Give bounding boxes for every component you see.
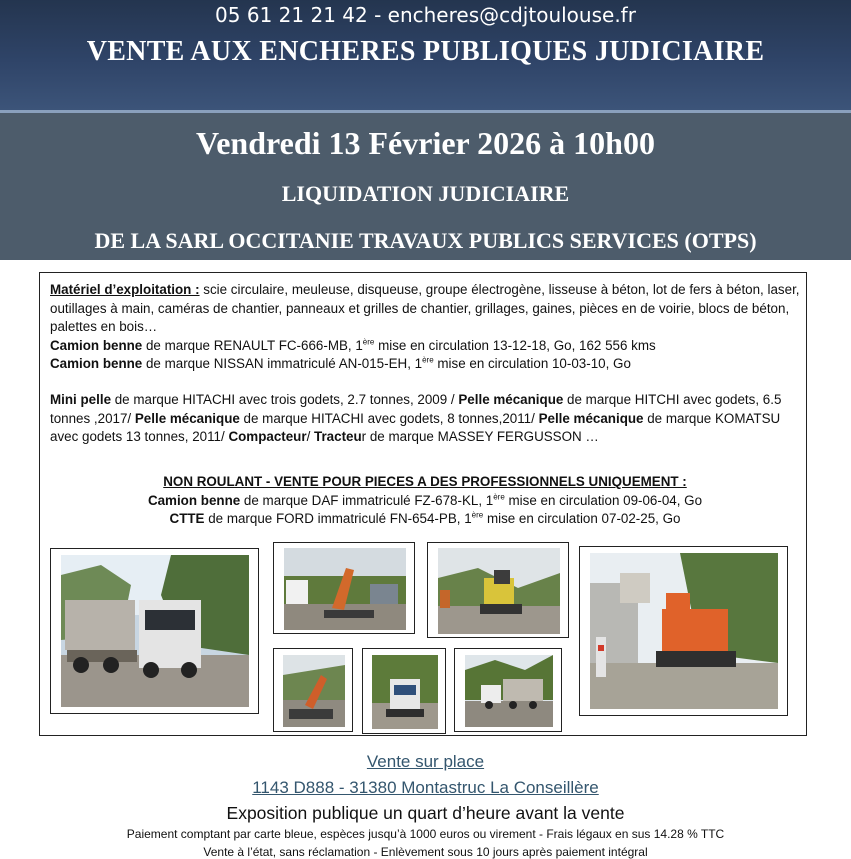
camion2-text-b: mise en circulation 10-03-10, Go [433, 356, 631, 371]
ford-label: CTTE [169, 511, 205, 526]
pelle3-label: Pelle mécanique [538, 410, 644, 426]
mini-pelle-label: Mini pelle [50, 392, 112, 407]
engins-text-6: r de marque MASSEY FERGUSSON … [361, 429, 599, 444]
excavator-photo [427, 542, 569, 638]
engins-text-3: de marque HITACHI avec godets, 8 tonnes,2011/ [239, 410, 539, 426]
machine-photo-icon [372, 655, 438, 729]
engins-text-4: de marque KOMATSU avec godets 13 tonnes, 2011/ [50, 410, 781, 444]
materiel-text: scie circulaire, meuleuse, disqueuse, groupe électrogène, lisseuse à béton, lot de fers à béton, laser, outillages à main, caméras de chantier, panneaux et grilles de chantier, grillages, gaines, pièces en de voirie, blocs de béton, palettes en bois… [50, 282, 800, 334]
vente-sur-place-link[interactable]: Vente sur place [366, 752, 485, 771]
daf-sup: ère [493, 492, 505, 502]
liquidation-title: LIQUIDATION JUDICIAIRE [281, 181, 570, 206]
non-roulant-section [50, 473, 800, 529]
compacteur-label: Compacteur [228, 429, 307, 444]
camion2-sup: ère [422, 355, 434, 365]
sale-info-banner [0, 113, 851, 260]
excavator-photo-2-icon [438, 548, 560, 634]
sale-title: VENTE AUX ENCHERES PUBLIQUES JUDICIAIRE [86, 36, 765, 67]
excavator-photo-4-icon [283, 655, 345, 727]
company-name: DE LA SARL OCCITANIE TRAVAUX PUBLICS SERVICES (OTPS) [94, 228, 757, 253]
engins-text-5: / [306, 429, 315, 444]
engins-paragraph [50, 391, 800, 447]
excavator-photo-1-icon [284, 548, 406, 630]
engins-text-2: de marque HITCHI avec godets, 6.5 tonnes ,2017/ [50, 392, 782, 426]
ford-text-a: de marque FORD immatriculé FN-654-PB, 1 [204, 511, 472, 526]
camion1-text-a: de marque RENAULT FC-666-MB, 1 [142, 337, 363, 353]
daf-text-b: mise en circulation 09-06-04, Go [504, 492, 703, 508]
ford-text-b: mise en circulation 07-02-25, Go [483, 511, 681, 526]
camion1-label: Camion benne [50, 337, 143, 353]
address-link[interactable]: 1143 D888 - 31380 Montastruc La Conseillère [252, 778, 599, 797]
excavator-photo [579, 546, 788, 716]
dump-truck-photo [50, 548, 259, 714]
ford-sup: ère [471, 510, 484, 520]
excavator-photo [273, 648, 353, 732]
paiement-line: Paiement comptant par carte bleue, espèces jusqu’à 1000 euros ou virement - Frais légaux en sus 14.28 % TTC [126, 827, 725, 841]
camion2-text-a: de marque NISSAN immatriculé AN-015-EH, 1 [142, 356, 423, 371]
machine-photo [362, 648, 446, 734]
vente-sur-place-line [0, 752, 851, 772]
daf-text-a: de marque DAF immatriculé FZ-678-KL, 1 [240, 492, 494, 508]
address-line [0, 778, 851, 798]
dump-truck-photo-icon [61, 555, 249, 707]
daf-label: Camion benne [147, 492, 241, 508]
materiel-paragraph [50, 281, 800, 374]
pelle1-label: Pelle mécanique [458, 392, 564, 407]
dump-truck-photo-2-icon [465, 655, 553, 727]
conditions-line: Vente à l’état, sans réclamation - Enlèvement sous 10 jours après paiement intégral [203, 845, 648, 859]
camion1-text-b: mise en circulation 13-12-18, Go, 162 556 kms [374, 337, 656, 353]
dump-truck-photo [454, 648, 562, 732]
camion2-label: Camion benne [50, 356, 143, 371]
engins-text-1: de marque HITACHI avec trois godets, 2.7 tonnes, 2009 / [111, 392, 459, 407]
excavator-photo-3-icon [590, 553, 778, 709]
pelle2-label: Pelle mécanique [134, 410, 240, 426]
materiel-label: Matériel d’exploitation : [50, 282, 200, 297]
header-banner [0, 0, 851, 113]
exposition-line: Exposition publique un quart d’heure avant la vente [226, 803, 625, 823]
contact-line: 05 61 21 21 42 - encheres@cdjtoulouse.fr [215, 3, 636, 27]
sale-date: Vendredi 13 Février 2026 à 10h00 [196, 125, 655, 161]
excavator-photo [273, 542, 415, 634]
non-roulant-heading: NON ROULANT - VENTE POUR PIECES A DES PROFESSIONNELS UNIQUEMENT : [163, 474, 687, 489]
tracteur-label: Tracteu [314, 429, 362, 444]
camion1-sup: ère [362, 337, 375, 347]
